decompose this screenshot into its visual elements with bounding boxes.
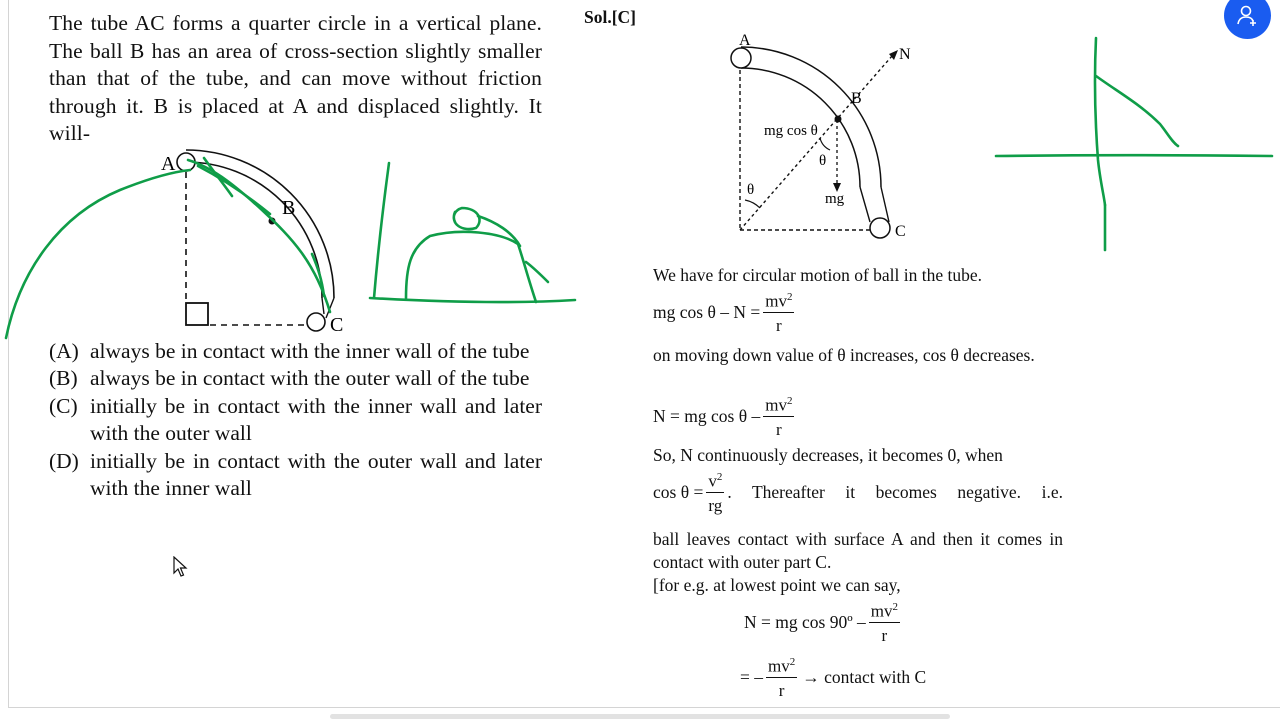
sol-label-a: A (739, 32, 751, 49)
eq2-den: r (776, 419, 782, 439)
sol-label-b: B (851, 90, 862, 107)
add-person-icon (1224, 0, 1271, 39)
sol-label-n: N (899, 46, 911, 63)
sol-label-theta2: θ (747, 182, 755, 198)
option-b-key: (B) (49, 366, 78, 391)
eq1-lhs: mg cos θ – N = (653, 302, 761, 323)
eq5-den: r (778, 680, 785, 700)
eq2-num: mv (765, 395, 787, 415)
eq2-fraction (763, 396, 794, 438)
equation-3 (653, 472, 1063, 514)
eq4-den: r (881, 625, 888, 645)
eq1-exp: 2 (786, 291, 793, 303)
eq5-fraction (766, 657, 797, 699)
option-d-key: (D) (49, 448, 79, 473)
option-c-key: (C) (49, 393, 78, 418)
option-c-text: initially be in contact with the inner wall and later with the outer wall (90, 393, 542, 446)
add-person-button[interactable] (1224, 0, 1271, 39)
sol-label-mg: mg (825, 191, 845, 207)
eq5-exp: 2 (789, 656, 796, 668)
equation-4 (744, 602, 903, 644)
sol-end-circle-c (870, 218, 890, 238)
sol-label-c: C (895, 223, 906, 240)
equation-5 (740, 657, 926, 699)
eq3-den: rg (708, 495, 723, 515)
sol-ball-b (835, 116, 842, 123)
solution-line-5: [for e.g. at lowest point we can say, (653, 575, 901, 595)
label-a: A (161, 153, 176, 175)
eq4-exp: 2 (892, 601, 898, 613)
eq1-den: r (776, 315, 782, 335)
solution-heading: Sol.[C] (584, 7, 637, 27)
solution-line-1: We have for circular motion of ball in the tube. (653, 265, 983, 285)
eq2-lhs: N = mg cos θ – (653, 406, 761, 427)
eq4-lhs: N = mg cos 90º – (744, 612, 866, 633)
eq1-fraction (763, 292, 794, 334)
eq3-fraction (706, 472, 724, 514)
equation-1 (653, 292, 797, 334)
option-d-text: initially be in contact with the outer wall and later with the inner wall (90, 448, 542, 501)
radial-dashed (740, 56, 892, 230)
equation-2 (653, 396, 797, 438)
mouse-pointer-icon (173, 556, 189, 578)
eq4-num: mv (870, 601, 893, 621)
solution-line-3: So, N continuously decreases, it becomes 0, when (653, 445, 1003, 465)
option-a-key: (A) (49, 339, 79, 363)
label-b: B (282, 197, 296, 219)
eq2-exp: 2 (786, 395, 793, 407)
eq5-lhs: = – (740, 667, 763, 688)
eq3-rhs: . Thereafter it becomes negative. i.e. (727, 482, 1063, 503)
eq3-num: v (708, 471, 717, 491)
solution-line-2: on moving down value of θ increases, cos θ decreases. (653, 345, 1035, 365)
sol-label-theta1: θ (819, 153, 827, 169)
eq3-exp: 2 (716, 471, 723, 483)
eq4-fraction (869, 602, 900, 644)
sol-label-mgcos: mg cos θ (764, 123, 818, 139)
question-text: The tube AC forms a quarter circle in a vertical plane. The ball B has an area of cross-section slightly smaller than that of the tube, and can move without friction through it. B is placed at A and displaced slightly. It will- (49, 11, 542, 146)
option-b-text: always be in contact with the outer wall of the tube (90, 366, 530, 391)
eq1-num: mv (765, 291, 787, 311)
eq5-num: mv (768, 656, 790, 676)
option-a-text: always be in contact with the inner wall of the tube (90, 339, 530, 363)
eq3-lhs: cos θ = (653, 482, 704, 503)
eq5-rhs: → contact with C (802, 667, 927, 688)
solution-line-4: ball leaves contact with surface A and then it comes in contact with outer part C. (653, 529, 1063, 572)
label-c: C (330, 314, 344, 336)
sol-end-circle-a (731, 48, 751, 68)
